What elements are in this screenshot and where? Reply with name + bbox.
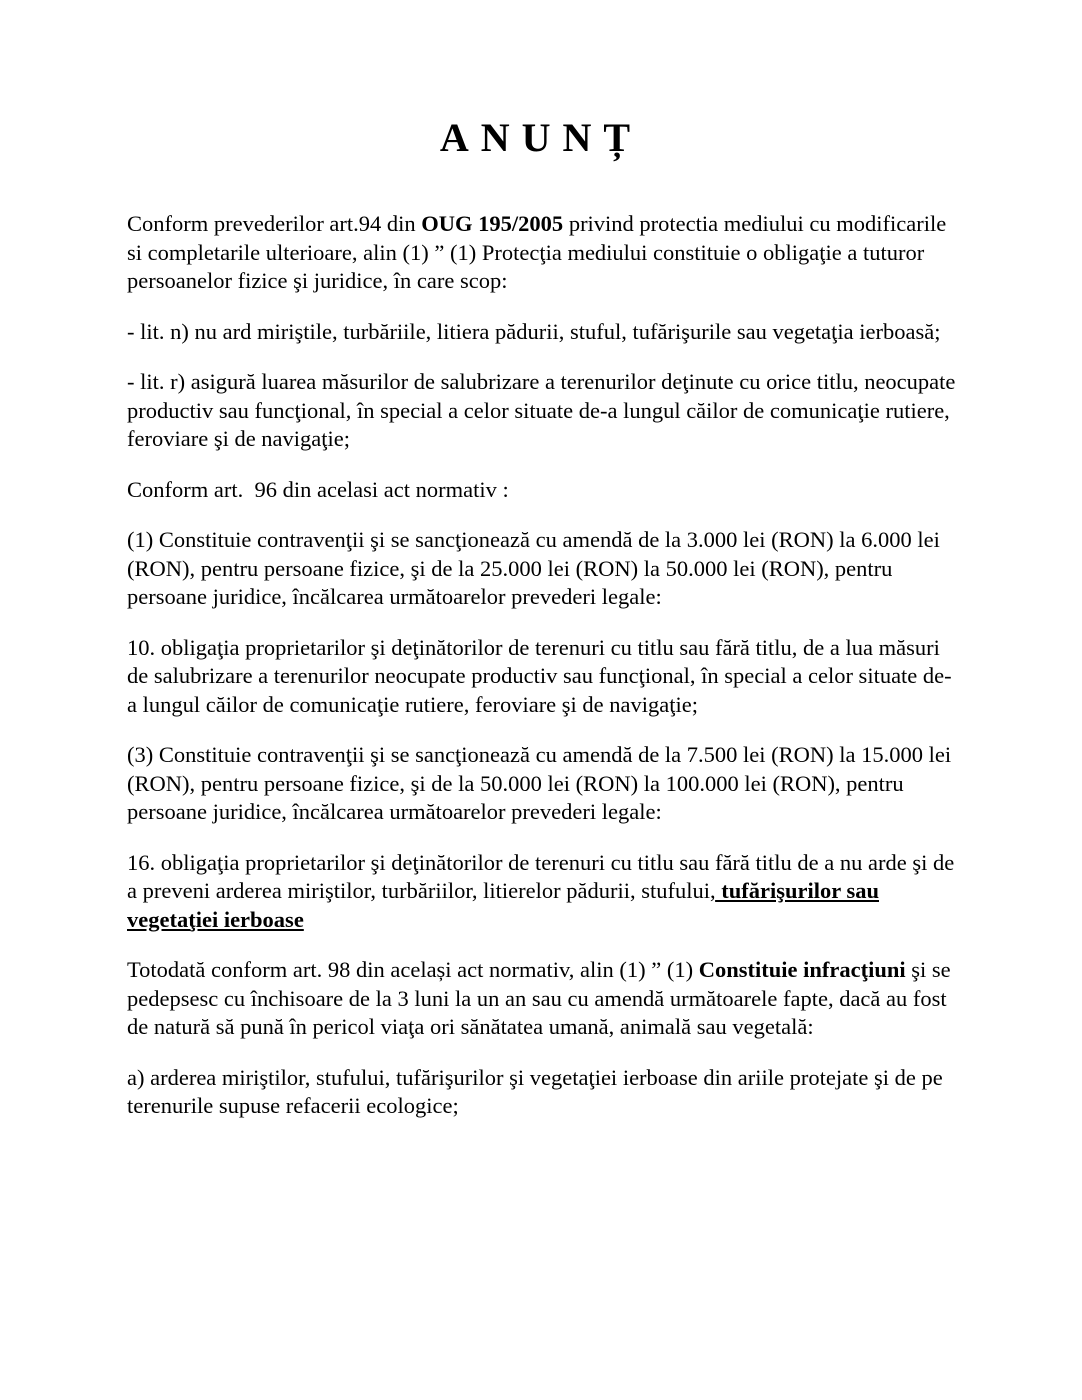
paragraph — [127, 849, 960, 935]
text-run-normal: 16. obligaţia proprietarilor şi deţinătorilor de terenuri cu titlu sau fără titlu de a nu arde şi de a preveni arderea miriştilor, turbăriilor, litierelor pădurii, stufului — [127, 849, 955, 903]
text-run-normal: şi se pedepsesc cu închisoare de la 3 luni la un an sau cu amendă următoarele fapte, dacă au fost de natură să pună în pericol viaţa ori sănătatea umană, animală sau vegetală: — [127, 957, 951, 1039]
paragraph — [127, 741, 960, 827]
paragraph — [127, 634, 960, 720]
text-run-normal: privind protectia mediului cu modificarile si completarile ulterioare, alin (1) ” (1) Protecţia mediului constituie o obligaţie a tuturor persoanelor fizice şi juridice, în care scop: — [127, 211, 947, 293]
paragraph — [127, 476, 960, 505]
paragraph — [127, 210, 960, 296]
text-run-underline: , — [710, 878, 716, 903]
text-run-bold: OUG 195/2005 — [421, 211, 564, 236]
text-run-normal: Totodată conform art. 98 din același act normativ, alin (1) ” (1) — [127, 957, 699, 982]
paragraph — [127, 956, 960, 1042]
document-title: ANUNȚ — [439, 115, 643, 160]
text-run-normal: Conform art. 96 din acelasi act normativ : — [127, 476, 509, 502]
text-run-normal: a) arderea miriştilor, stufului, tufărişurilor şi vegetaţiei ierboase din ariile protejate şi de pe terenurile supuse refacerii ecologice; — [127, 1064, 943, 1118]
text-run-normal: - lit. n) nu ard miriştile, turbăriile, litiera pădurii, stuful, tufărişurile sau vegetaţia ierboasă; — [127, 318, 941, 344]
text-run-normal: 10. obligaţia proprietarilor şi deţinătorilor de terenuri cu titlu sau fără titlu, de a lua măsuri de salubrizare a terenurilor neocupate productiv sau funcţional, în special a celor situate de-a lungul căilor de comunicaţie rutiere, feroviare şi de navigaţie; — [127, 634, 952, 717]
text-run-bold: Constituie infracţiuni — [698, 957, 906, 982]
text-run-normal: (3) Constituie contravenţii şi se sancţionează cu amendă de la 7.500 lei (RON) la 15.000 lei (RON), pentru persoane fizice, şi de la 50.000 lei (RON) la 100.000 lei (RON), pentru persoane juridice, încălcarea următoarelor prevederi legale: — [127, 742, 952, 824]
paragraph — [127, 368, 960, 454]
text-run-normal: (1) Constituie contravenţii şi se sancţionează cu amendă de la 3.000 lei (RON) la 6.000 lei (RON), pentru persoane fizice, şi de la 25.000 lei (RON) la 50.000 lei (RON), pentru persoane juridice, încălcarea următoarelor prevederi legale: — [127, 527, 940, 609]
text-run-normal: Conform prevederilor art.94 din — [127, 211, 422, 236]
paragraph — [127, 318, 960, 347]
text-run-bold_underline: tufărişurilor sau vegetaţiei ierboase — [127, 878, 879, 932]
paragraph — [127, 1064, 960, 1121]
document-body — [127, 210, 960, 1121]
paragraph — [127, 526, 960, 612]
text-run-normal: - lit. r) asigură luarea măsurilor de salubrizare a terenurilor deţinute cu orice titlu, neocupate productiv sau funcţional, în special a celor situate de-a lungul căilor de comunicaţie rutiere, feroviare şi de navigaţie; — [127, 369, 956, 451]
